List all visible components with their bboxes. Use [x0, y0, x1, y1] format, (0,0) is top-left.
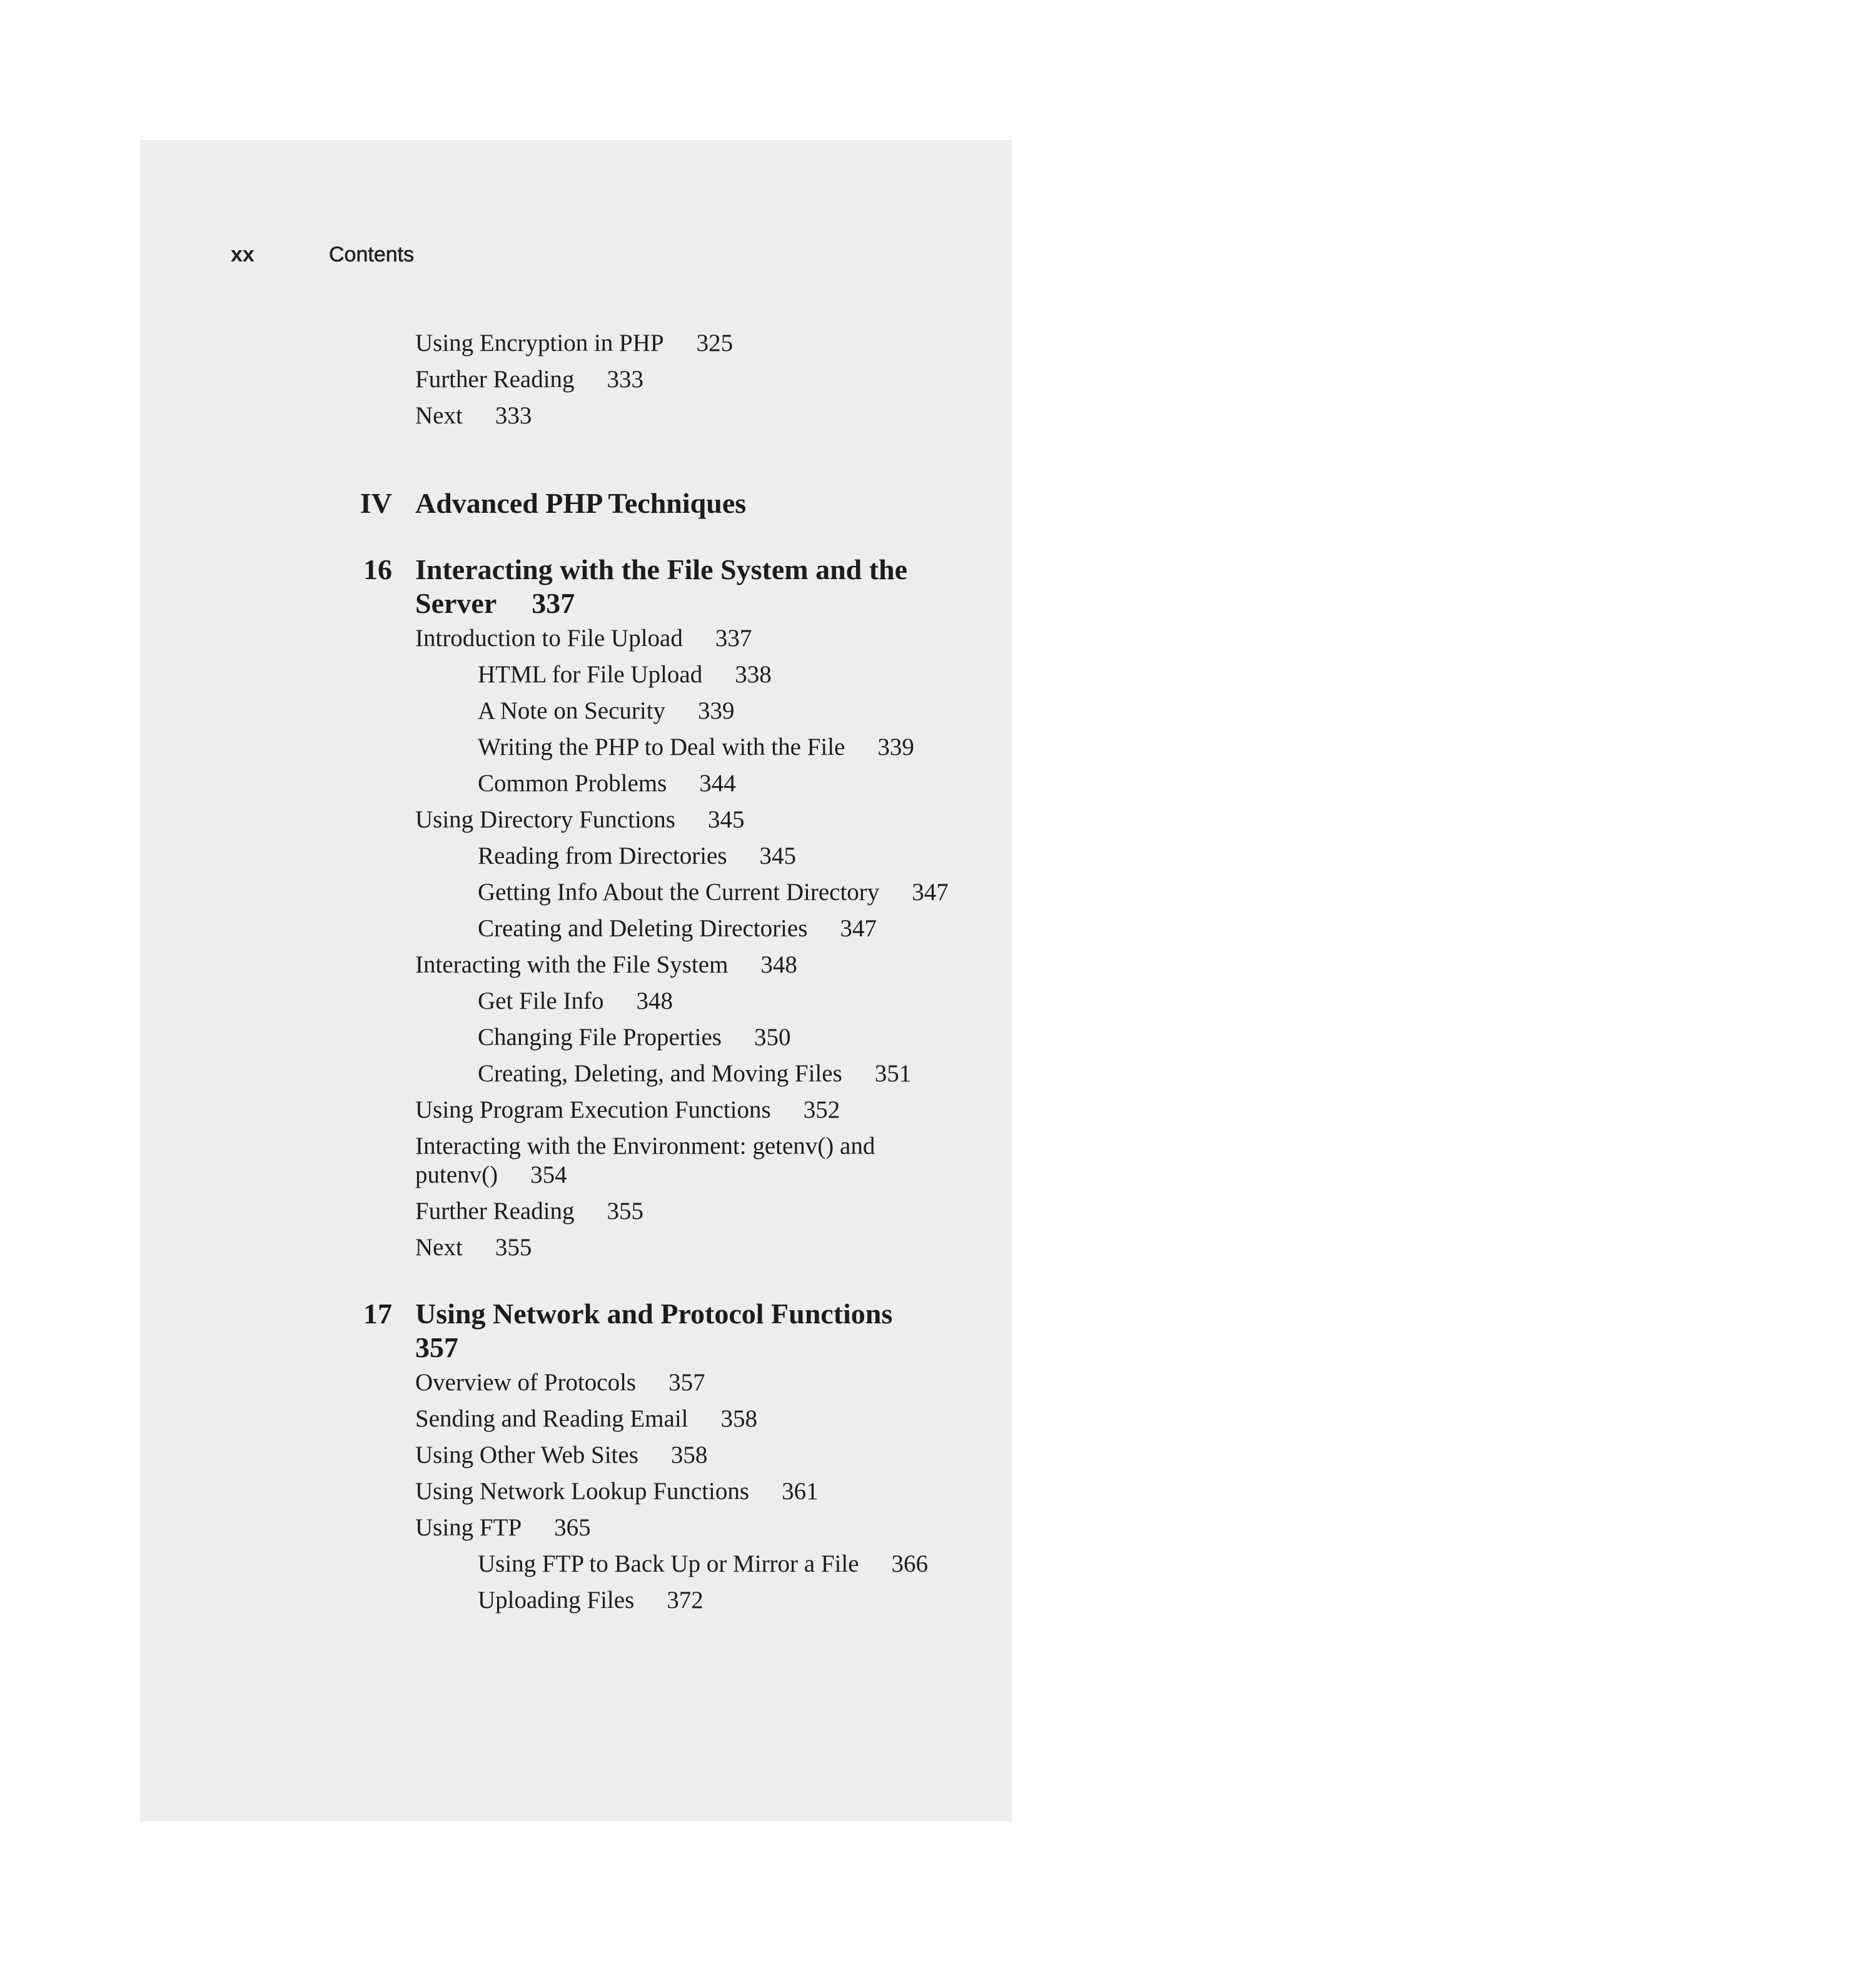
toc-entry-title: Using Other Web Sites [415, 1442, 638, 1468]
chapter-title-line: Server [415, 587, 497, 619]
toc-entry-title: Further Reading [415, 366, 575, 393]
toc-entry-title: Using FTP [415, 1514, 522, 1541]
toc-entry-page: 345 [707, 806, 745, 833]
toc-entry-page: 372 [667, 1587, 704, 1614]
toc-entry-page: 337 [715, 625, 752, 652]
toc-entry-title: HTML for File Upload [478, 661, 703, 688]
chapter-number: 16 [363, 553, 392, 585]
toc-subentry [478, 660, 772, 689]
toc-subentry [478, 1550, 928, 1579]
toc-entry-page: 344 [699, 770, 736, 797]
toc-entry-title: Further Reading [415, 1198, 575, 1225]
toc-entry-page: 348 [760, 951, 797, 978]
toc-entry-page: 355 [495, 1234, 532, 1261]
book-page [140, 140, 1012, 1821]
toc-entry [415, 624, 752, 653]
toc-entry-page: 357 [668, 1369, 705, 1396]
toc-entry-title: Next [415, 1234, 463, 1261]
toc-entry-page: 348 [636, 988, 673, 1014]
toc-entry [415, 1096, 840, 1124]
toc-entry-title: Reading from Directories [478, 842, 727, 869]
toc-entry-title: A Note on Security [478, 697, 666, 724]
toc-entry-title: Creating, Deleting, and Moving Files [478, 1060, 842, 1087]
toc-entry-page: 365 [554, 1514, 591, 1541]
toc-entry-page: 351 [874, 1060, 912, 1087]
toc-entry-title: Common Problems [478, 770, 667, 797]
toc-entry-page: 352 [803, 1096, 840, 1123]
toc-entry-title: Sending and Reading Email [415, 1405, 688, 1432]
toc-subentry [478, 769, 736, 798]
part-number: IV [360, 487, 392, 519]
toc-subentry [478, 1023, 790, 1052]
chapter-title-cont [415, 1331, 458, 1365]
toc-entry-page: 366 [891, 1550, 929, 1577]
toc-entry-page: 358 [670, 1442, 708, 1468]
toc-entry-page: 338 [735, 661, 772, 688]
toc-entry-title: Overview of Protocols [415, 1369, 637, 1396]
toc-subentry [478, 733, 914, 762]
toc-entry [415, 1441, 707, 1470]
toc-entry-cont [415, 1161, 567, 1190]
chapter-page: 357 [415, 1331, 458, 1363]
toc-subentry [478, 987, 673, 1016]
toc-entry-page: 347 [840, 915, 877, 942]
running-head [140, 243, 1012, 280]
chapter-page: 337 [532, 587, 575, 619]
toc-entry-title: Introduction to File Upload [415, 625, 683, 652]
toc-entry [415, 1368, 705, 1397]
toc-entry-title: Getting Info About the Current Directory [478, 879, 880, 906]
toc-entry-title: Using Encryption in PHP [415, 330, 664, 356]
page-folio: xx [231, 243, 255, 266]
toc-entry [415, 951, 797, 979]
toc-entry [415, 402, 532, 430]
toc-entry-title: Using Directory Functions [415, 806, 675, 833]
toc-entry-page: 361 [782, 1478, 819, 1505]
toc-entry [415, 806, 744, 834]
toc-subentry [478, 697, 735, 725]
toc-entry-title: Writing the PHP to Deal with the File [478, 734, 845, 760]
toc-entry-title: putenv() [415, 1161, 498, 1188]
toc-entry-page: 355 [607, 1198, 644, 1225]
chapter-title [415, 1297, 892, 1331]
toc-entry [415, 1233, 532, 1262]
toc-entry-page: 345 [759, 842, 797, 869]
chapter-title-line: Using Network and Protocol Functions [415, 1298, 893, 1330]
toc-entry-page: 347 [912, 879, 949, 906]
toc-entry-title: Next [415, 402, 463, 429]
toc-entry [415, 1405, 757, 1433]
toc-entry-page: 339 [698, 697, 735, 724]
toc-entry-title: Using Network Lookup Functions [415, 1478, 750, 1505]
toc-entry-title: Using FTP to Back Up or Mirror a File [478, 1550, 859, 1577]
toc-entry-page: 350 [754, 1024, 791, 1051]
toc-entry-page: 339 [877, 734, 914, 760]
running-head-section: Contents [329, 243, 415, 266]
toc-entry-page: 325 [696, 330, 734, 356]
toc-entry [415, 365, 643, 394]
chapter-number: 17 [363, 1298, 392, 1330]
chapter-title-line: Interacting with the File System and the [415, 553, 908, 585]
chapter-title [415, 553, 907, 587]
toc-entry-page: 333 [607, 366, 644, 393]
toc-entry-title: Uploading Files [478, 1587, 635, 1614]
toc-subentry [478, 1059, 911, 1088]
toc-entry-page: 333 [495, 402, 532, 429]
toc-entry [415, 1197, 643, 1226]
toc-subentry [478, 914, 877, 943]
toc-subentry [478, 842, 796, 871]
toc-subentry [478, 1586, 704, 1615]
toc-entry-title: Creating and Deleting Directories [478, 915, 808, 942]
toc-entry-page: 354 [530, 1161, 567, 1188]
toc-entry [415, 1132, 875, 1161]
chapter-title-cont [415, 587, 575, 620]
toc-entry-title: Interacting with the Environment: getenv() and [415, 1133, 875, 1159]
toc-entry-title: Get File Info [478, 988, 604, 1014]
toc-entry-page: 358 [720, 1405, 758, 1432]
toc-entry [415, 1513, 591, 1542]
toc-entry [415, 329, 733, 358]
toc-entry-title: Using Program Execution Functions [415, 1096, 771, 1123]
toc-entry-title: Interacting with the File System [415, 951, 729, 978]
part-title: Advanced PHP Techniques [415, 487, 747, 519]
toc-entry [415, 1477, 819, 1506]
toc-entry-title: Changing File Properties [478, 1024, 722, 1051]
toc-subentry [478, 878, 949, 907]
